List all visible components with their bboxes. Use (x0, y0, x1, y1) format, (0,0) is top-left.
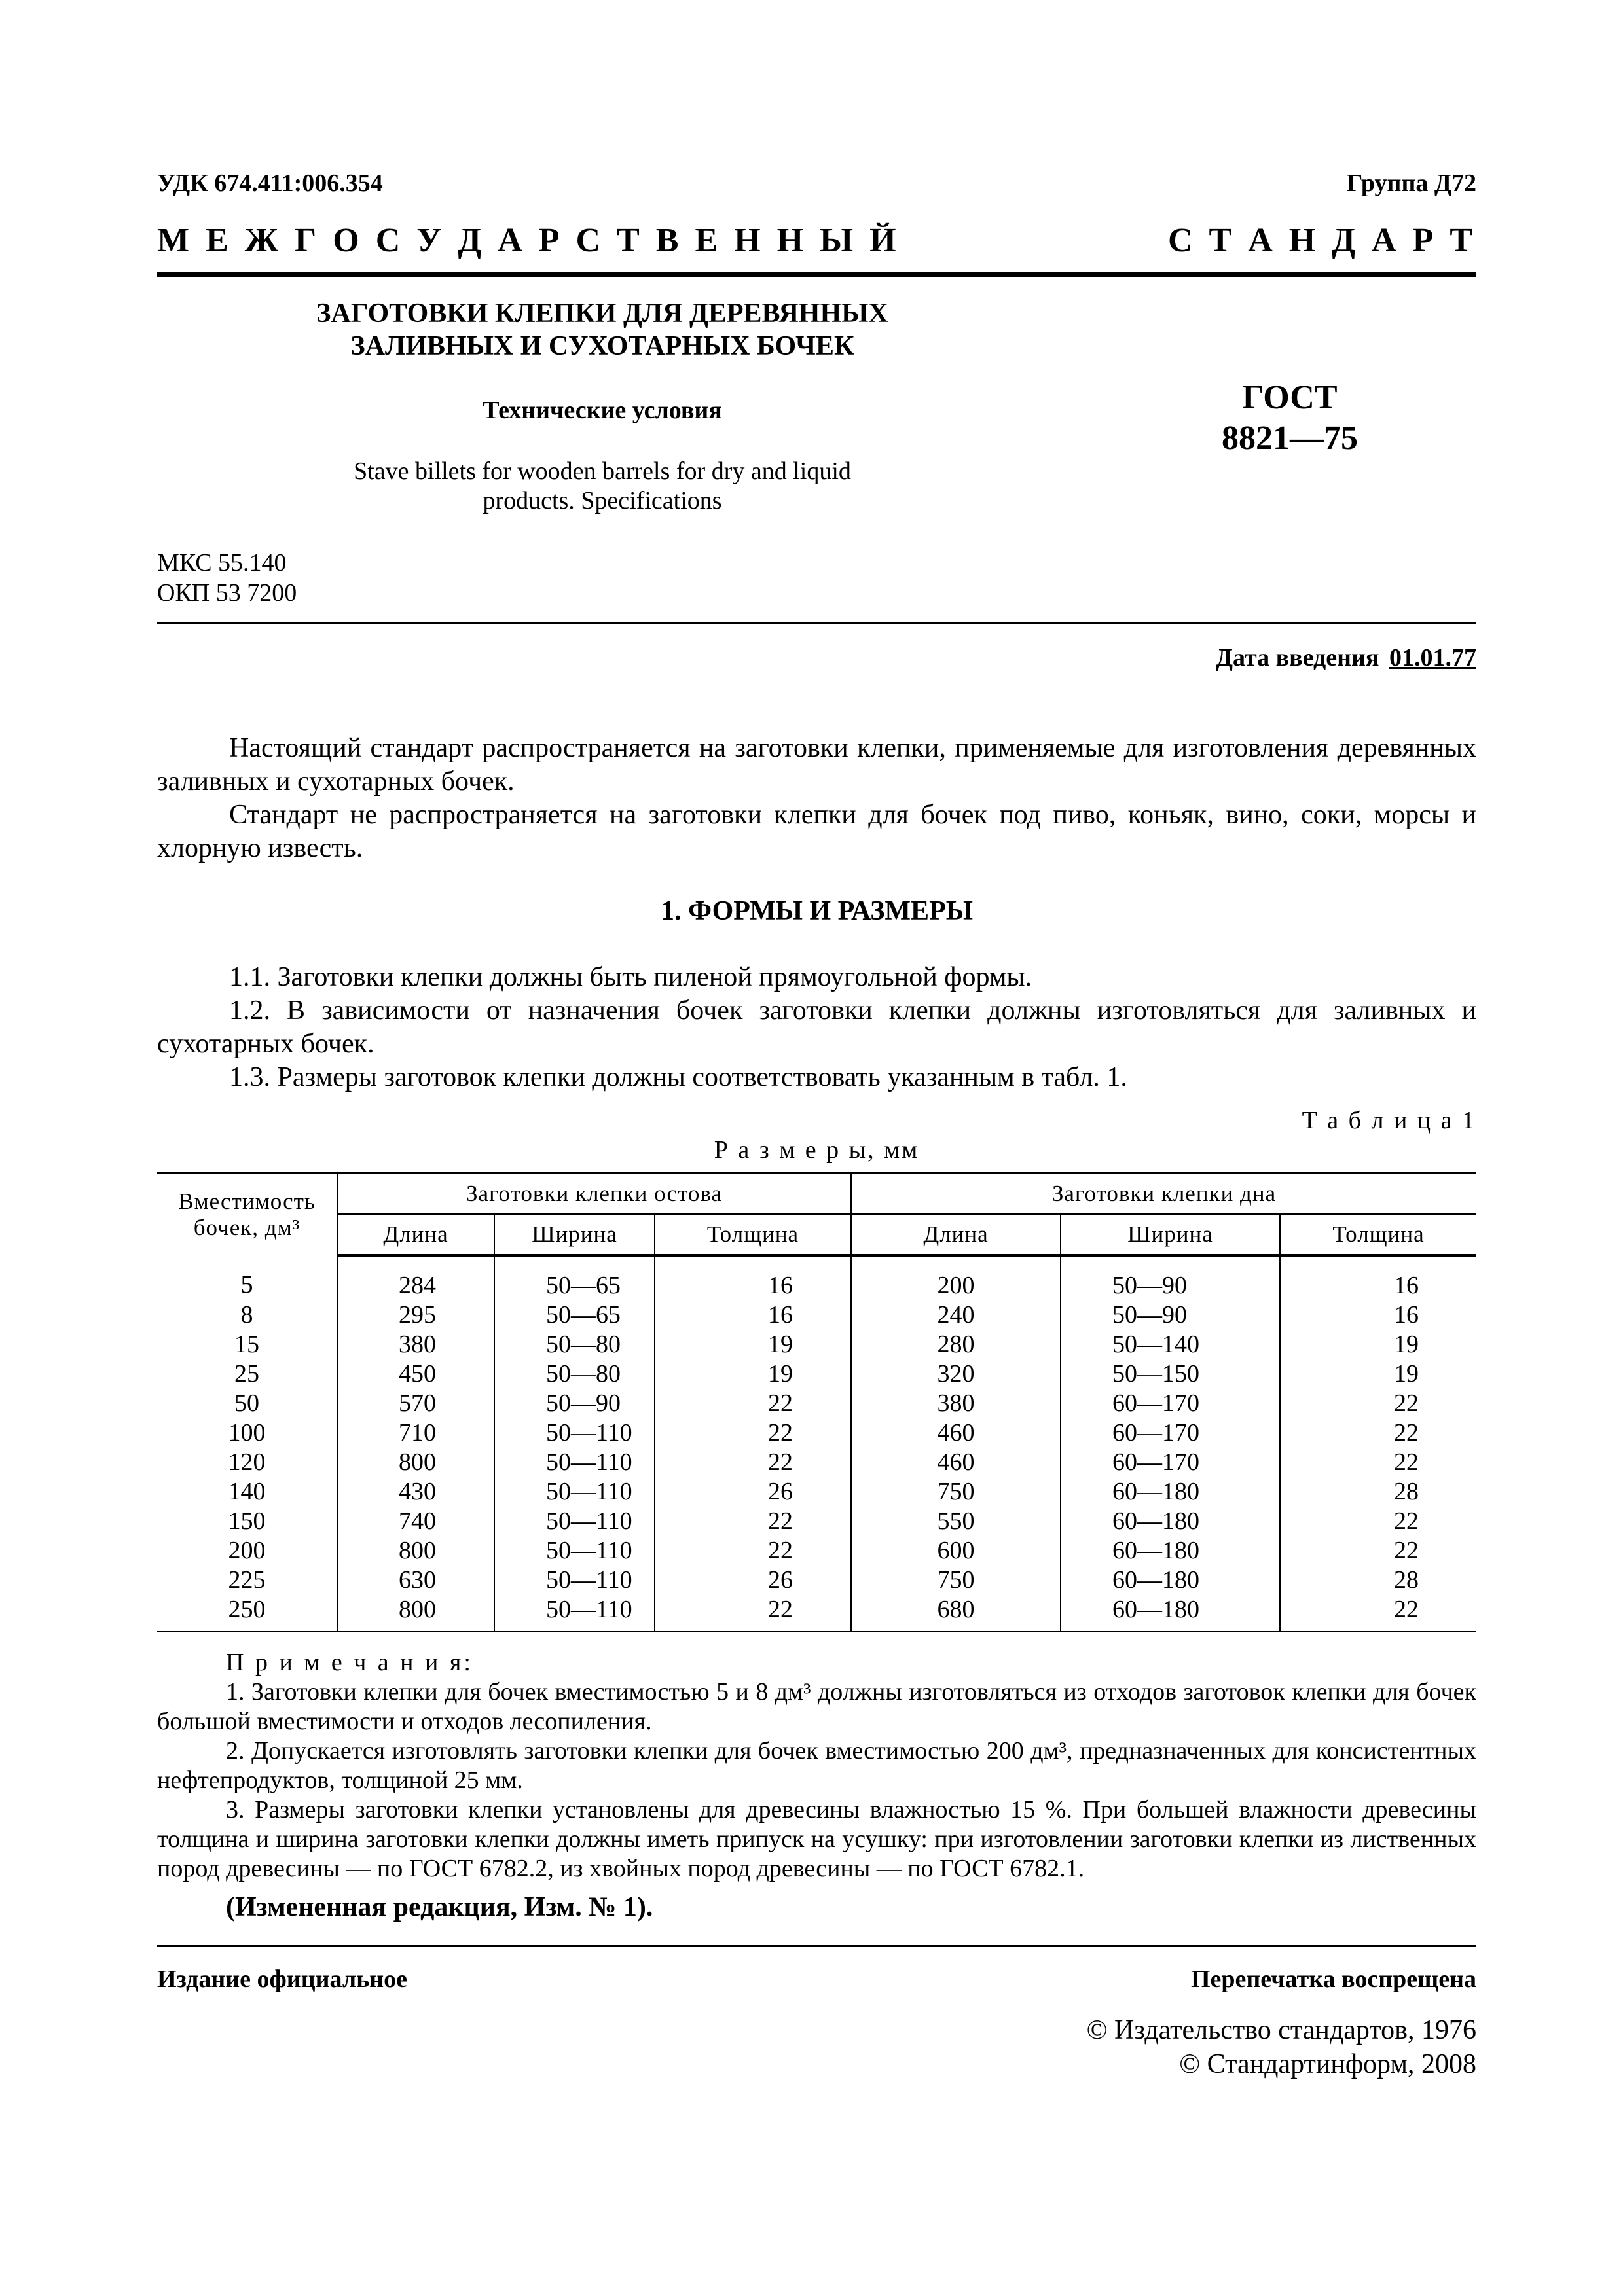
cell-capacity: 8 (240, 1301, 253, 1329)
dimensions-table (157, 1172, 1476, 1632)
cell-bottom-width: 60—180 (1061, 1595, 1280, 1632)
header-rule (157, 272, 1476, 277)
official-edition: Издание официальное (157, 1965, 408, 1993)
cell-body-width: 50—110 (494, 1448, 655, 1477)
cell-body-thickness: 22 (655, 1389, 851, 1418)
cell-body-width: 50—110 (494, 1477, 655, 1507)
cell-body-length: 630 (337, 1566, 494, 1595)
amended-note: (Измененная редакция, Изм. № 1). (226, 1892, 653, 1922)
cell-bottom-thickness: 16 (1280, 1300, 1476, 1330)
cell-body-thickness: 26 (655, 1566, 851, 1595)
cell-body-width: 50—110 (494, 1507, 655, 1536)
table-row (157, 1448, 1476, 1477)
cell-bottom-width: 60—180 (1061, 1507, 1280, 1536)
okp-code: ОКП 53 7200 (157, 579, 297, 607)
table-row (157, 1300, 1476, 1330)
codes-rule (157, 622, 1476, 624)
cell-capacity: 25 (234, 1360, 259, 1388)
cell-capacity: 150 (228, 1507, 266, 1535)
capacity-header-line1: Вместимость (178, 1189, 316, 1214)
cell-bottom-length: 460 (851, 1448, 1061, 1477)
table-row (157, 1566, 1476, 1595)
notes-block (157, 1648, 1476, 1884)
col-bottom-width: Ширина (1061, 1214, 1280, 1255)
cell-bottom-length: 550 (851, 1507, 1061, 1536)
cell-body-width: 50—110 (494, 1418, 655, 1448)
cell-bottom-thickness: 22 (1280, 1418, 1476, 1448)
cell-body-thickness: 19 (655, 1359, 851, 1389)
cell-bottom-thickness: 22 (1280, 1389, 1476, 1418)
cell-body-length: 800 (337, 1448, 494, 1477)
title-subtitle: Технические условия (483, 397, 722, 424)
cell-body-thickness: 22 (655, 1448, 851, 1477)
cell-bottom-thickness: 22 (1280, 1507, 1476, 1536)
cell-bottom-thickness: 16 (1280, 1255, 1476, 1300)
cell-bottom-width: 60—170 (1061, 1418, 1280, 1448)
cell-body-length: 570 (337, 1389, 494, 1418)
cell-body-length: 740 (337, 1507, 494, 1536)
cell-capacity: 120 (228, 1448, 266, 1476)
group-header-bottom: Заготовки клепки дна (851, 1173, 1476, 1214)
cell-body-thickness: 22 (655, 1536, 851, 1566)
intro-paragraph-2: Стандарт не распространяется на заготовки клепки для бочек под пиво, коньяк, вино, соки, морсы и хлорную известь. (157, 800, 1476, 863)
cell-bottom-thickness: 19 (1280, 1359, 1476, 1389)
table-row (157, 1330, 1476, 1359)
cell-capacity: 200 (228, 1537, 266, 1564)
cell-capacity: 100 (228, 1419, 266, 1446)
table-body (157, 1255, 1476, 1632)
table-row (157, 1477, 1476, 1507)
standard-heading: С Т А Н Д А Р Т (1167, 222, 1476, 259)
cell-bottom-length: 320 (851, 1359, 1061, 1389)
cell-body-length: 380 (337, 1330, 494, 1359)
cell-capacity: 250 (157, 1595, 337, 1632)
cell-capacity: 50 (234, 1390, 259, 1417)
cell-bottom-width: 50—150 (1061, 1359, 1280, 1389)
cell-bottom-width: 50—140 (1061, 1330, 1280, 1359)
section-heading: 1. ФОРМЫ И РАЗМЕРЫ (661, 896, 973, 926)
title-english-line2: products. Specifications (483, 487, 722, 514)
cell-bottom-length: 460 (851, 1418, 1061, 1448)
cell-body-width: 50—110 (494, 1595, 655, 1632)
cell-bottom-width: 60—180 (1061, 1536, 1280, 1566)
item-1-1: 1.1. Заготовки клепки должны быть пиленой прямоугольной формы. (229, 962, 1032, 992)
cell-bottom-thickness: 22 (1280, 1595, 1476, 1632)
table-row (157, 1359, 1476, 1389)
item-1-2: 1.2. В зависимости от назначения бочек заготовки клепки должны изготовляться для заливных и сухотарных бочек. (157, 996, 1476, 1059)
col-bottom-length: Длина (851, 1214, 1061, 1255)
cell-bottom-thickness: 28 (1280, 1566, 1476, 1595)
col-body-length: Длина (337, 1214, 494, 1255)
cell-bottom-thickness: 19 (1280, 1330, 1476, 1359)
cell-body-thickness: 16 (655, 1300, 851, 1330)
cell-bottom-length: 380 (851, 1389, 1061, 1418)
cell-body-width: 50—65 (494, 1300, 655, 1330)
table-row (157, 1595, 1476, 1632)
intro-paragraph-1: Настоящий стандарт распространяется на заготовки клепки, применяемые для изготовления деревянных заливных и сухотарных бочек. (157, 733, 1476, 797)
cell-bottom-thickness: 22 (1280, 1448, 1476, 1477)
cell-bottom-length: 750 (851, 1566, 1061, 1595)
group-header-body: Заготовки клепки остова (337, 1173, 851, 1214)
intro-block (157, 732, 1476, 865)
table-label: Т а б л и ц а 1 (1302, 1107, 1476, 1134)
col-body-thickness: Толщина (655, 1214, 851, 1255)
cell-body-length: 710 (337, 1418, 494, 1448)
cell-body-length: 800 (337, 1536, 494, 1566)
cell-body-length: 430 (337, 1477, 494, 1507)
cell-capacity: 140 (228, 1478, 266, 1505)
interstate-heading: М Е Ж Г О С У Д А Р С Т В Е Н Н Ы Й (157, 222, 900, 259)
cell-body-thickness: 19 (655, 1330, 851, 1359)
date-value: 01.01.77 (1389, 644, 1476, 672)
cell-capacity: 5 (240, 1271, 253, 1299)
cell-body-length: 450 (337, 1359, 494, 1389)
cell-bottom-width: 50—90 (1061, 1255, 1280, 1300)
cell-body-width: 50—110 (494, 1536, 655, 1566)
cell-body-thickness: 26 (655, 1477, 851, 1507)
cell-bottom-length: 600 (851, 1536, 1061, 1566)
date-label: Дата введения (1215, 644, 1379, 672)
gost-number: 8821—75 (1222, 420, 1358, 457)
cell-bottom-thickness: 22 (1280, 1536, 1476, 1566)
notes-heading: П р и м е ч а н и я: (226, 1649, 473, 1676)
table-row (157, 1255, 1476, 1300)
cell-capacity: 15 (234, 1331, 259, 1358)
cell-body-width: 50—90 (494, 1389, 655, 1418)
cell-bottom-width: 50—90 (1061, 1300, 1280, 1330)
table-row (157, 1418, 1476, 1448)
note-2: 2. Допускается изготовлять заготовки клепки для бочек вместимостью 200 дм³, предназначенных для консистентных нефтепродуктов, толщиной 25 мм. (157, 1737, 1476, 1794)
udk-code: УДК 674.411:006.354 (157, 170, 383, 197)
cell-body-thickness: 16 (655, 1255, 851, 1300)
table-caption: Р а з м е р ы, мм (714, 1136, 920, 1164)
capacity-header-line2: бочек, дм³ (193, 1215, 301, 1240)
cell-body-thickness: 22 (655, 1595, 851, 1632)
note-3: 3. Размеры заготовки клепки установлены для древесины влажностью 15 %. При большей влажности древесины толщина и ширина заготовки клепки должны иметь припуск на усушку: при изготовлении заготовки клепки из лиственных пород древесины — по ГОСТ 6782.2, из хвойных пород древесины — по ГОСТ 6782.1. (157, 1796, 1476, 1882)
cell-bottom-length: 280 (851, 1330, 1061, 1359)
cell-body-width: 50—80 (494, 1330, 655, 1359)
cell-body-thickness: 22 (655, 1507, 851, 1536)
group-code: Группа Д72 (1347, 170, 1476, 197)
title-line1: ЗАГОТОВКИ КЛЕПКИ ДЛЯ ДЕРЕВЯННЫХ (316, 298, 888, 329)
cell-bottom-width: 60—170 (1061, 1389, 1280, 1418)
table-row (157, 1389, 1476, 1418)
copyright-1: © Издательство стандартов, 1976 (1086, 2015, 1476, 2045)
cell-capacity: 225 (228, 1566, 266, 1594)
cell-bottom-length: 240 (851, 1300, 1061, 1330)
gost-label: ГОСТ (1242, 379, 1338, 416)
cell-bottom-thickness: 28 (1280, 1477, 1476, 1507)
cell-bottom-width: 60—180 (1061, 1477, 1280, 1507)
cell-body-width: 50—110 (494, 1566, 655, 1595)
cell-body-width: 50—65 (494, 1255, 655, 1300)
cell-body-thickness: 22 (655, 1418, 851, 1448)
title-line2: ЗАЛИВНЫХ И СУХОТАРНЫХ БОЧЕК (350, 331, 854, 361)
cell-body-length: 295 (337, 1300, 494, 1330)
cell-bottom-length: 750 (851, 1477, 1061, 1507)
cell-bottom-width: 60—170 (1061, 1448, 1280, 1477)
table-row (157, 1507, 1476, 1536)
title-english-line1: Stave billets for wooden barrels for dry and liquid (354, 457, 851, 485)
footer-rule (157, 1945, 1476, 1947)
table-row (157, 1536, 1476, 1566)
cell-body-width: 50—80 (494, 1359, 655, 1389)
introduction-date (1216, 643, 1476, 672)
capacity-header (157, 1173, 337, 1255)
item-1-3: 1.3. Размеры заготовок клепки должны соответствовать указанным в табл. 1. (229, 1062, 1127, 1092)
col-body-width: Ширина (494, 1214, 655, 1255)
cell-bottom-width: 60—180 (1061, 1566, 1280, 1595)
cell-body-length: 284 (337, 1255, 494, 1300)
note-1: 1. Заготовки клепки для бочек вместимостью 5 и 8 дм³ должны изготовляться из отходов заготовок клепки для бочек большой вместимости и отходов лесопиления. (157, 1678, 1476, 1735)
reprint-prohibited: Перепечатка воспрещена (1190, 1965, 1476, 1993)
col-bottom-thickness: Толщина (1280, 1214, 1476, 1255)
section-items (157, 961, 1476, 1094)
mks-code: МКС 55.140 (157, 549, 287, 577)
cell-bottom-length: 200 (851, 1255, 1061, 1300)
cell-bottom-length: 680 (851, 1595, 1061, 1632)
copyright-2: © Стандартинформ, 2008 (1179, 2049, 1476, 2079)
cell-body-length: 800 (337, 1595, 494, 1632)
